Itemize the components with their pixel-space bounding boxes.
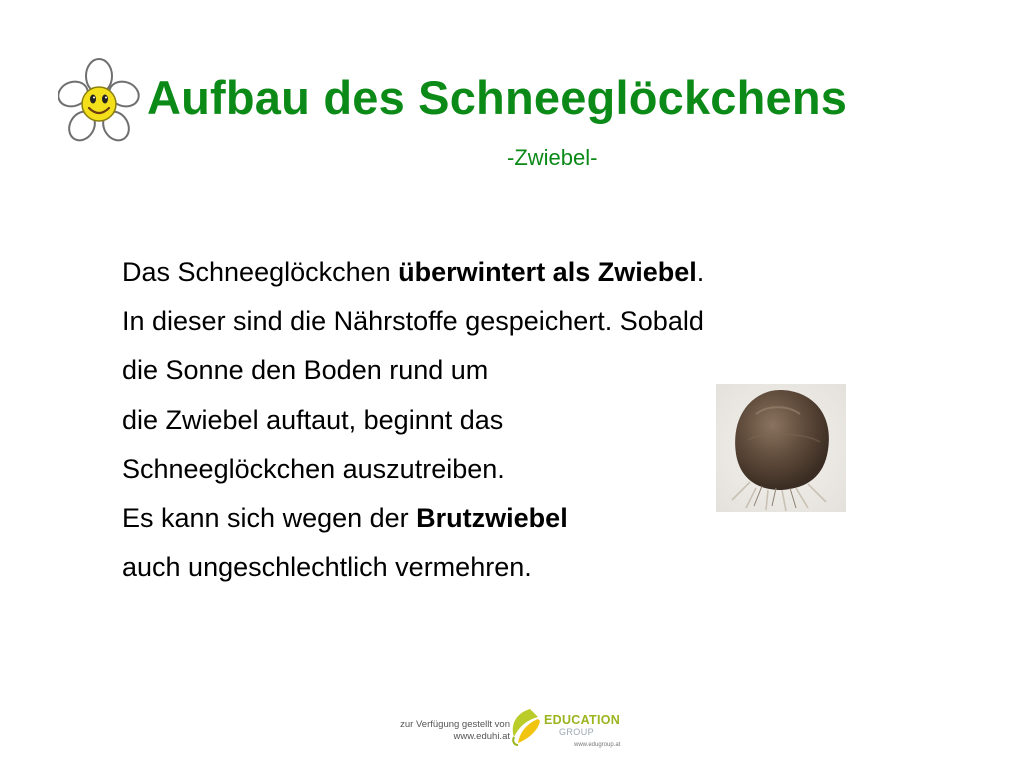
education-logo-word: EDUCATION <box>544 713 621 727</box>
body-line-6-text: Es kann sich wegen der <box>122 503 417 534</box>
body-line-2: In dieser sind die Nährstoffe gespeichert. Sobald <box>122 306 704 337</box>
education-logo-url: www.edugroup.at <box>574 742 621 748</box>
body-line-1-end: . <box>696 257 705 287</box>
education-group-logo-icon <box>508 707 544 747</box>
body-line-1 <box>122 248 704 297</box>
body-line-1-text: Das Schneeglöckchen <box>122 257 399 287</box>
footer-credit <box>388 719 510 743</box>
body-line-5: Schneeglöckchen auszutreiben. <box>122 453 505 484</box>
education-logo-group: GROUP <box>559 727 595 737</box>
body-line-1-bold: überwintert als Zwiebel <box>398 257 697 287</box>
body-text <box>122 248 704 592</box>
footer-credit-line-1: zur Verfügung gestellt von <box>400 719 510 730</box>
body-line-6 <box>122 494 704 543</box>
footer <box>388 705 628 755</box>
smiling-flower-icon <box>58 58 140 146</box>
footer-credit-line-2: www.eduhi.at <box>453 731 510 742</box>
body-line-6-bold: Brutzwiebel <box>416 503 568 534</box>
body-line-7: auch ungeschlechtlich vermehren. <box>122 552 532 583</box>
body-line-4: die Zwiebel auftaut, beginnt das <box>122 404 504 435</box>
body-line-3: die Sonne den Boden rund um <box>122 355 489 386</box>
slide-title: Aufbau des Schneeglöckchens <box>147 71 848 124</box>
snowdrop-bulb-photo <box>716 384 846 512</box>
slide-subtitle: -Zwiebel- <box>507 145 598 170</box>
